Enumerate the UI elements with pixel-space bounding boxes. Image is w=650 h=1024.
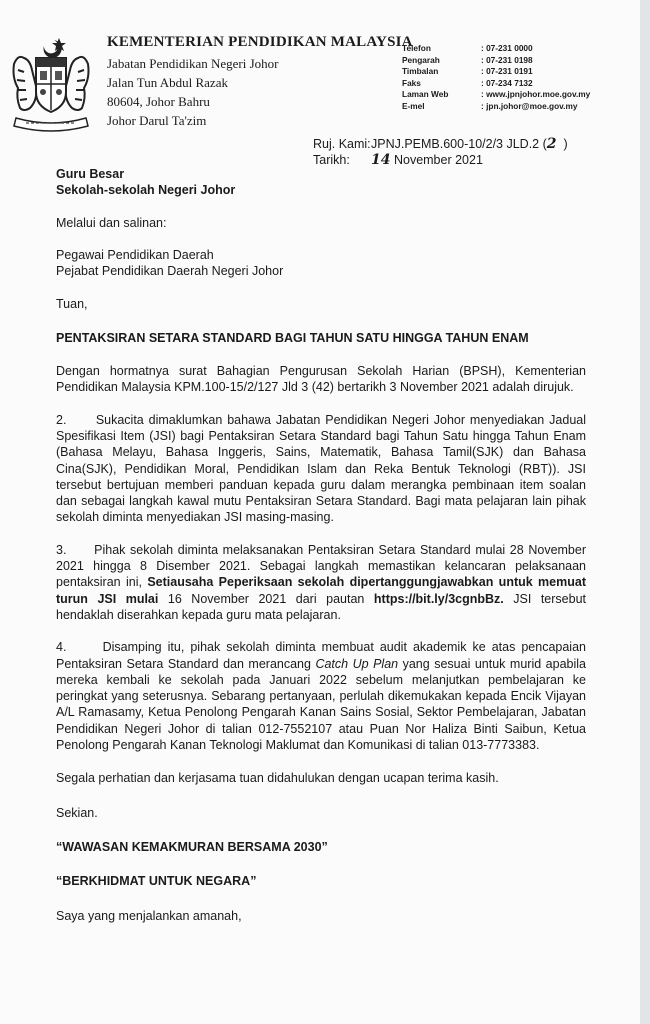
copy-recipient: Pegawai Pendidikan Daerah: [56, 247, 214, 262]
contact-label: Telefon: [402, 43, 431, 53]
contact-value: : 07-234 7132: [481, 77, 533, 88]
paragraph-3-bold: Setiausaha Peperiksaan sekolah dipertanggungjawabkan untuk memuat turun JSI mulai: [56, 575, 586, 606]
handwritten-number: 2: [546, 136, 557, 152]
address-line: 80604, Johor Bahru: [107, 94, 210, 109]
salutation: Tuan,: [56, 297, 88, 312]
closing-text: Segala perhatian dan kerjasama tuan didahulukan dengan ucapan terima kasih.: [56, 771, 499, 786]
contact-label: Timbalan: [402, 66, 439, 77]
contact-row: [402, 101, 590, 113]
copy-intro: Melalui dan salinan:: [56, 215, 167, 230]
contact-value: : www.jpnjohor.moe.gov.my: [481, 89, 591, 100]
reference-block: [313, 136, 568, 168]
date-value: November 2021: [393, 153, 483, 167]
contact-row: [402, 66, 590, 78]
paragraph-3-text: 3. Pihak sekolah diminta melaksanakan Pentaksiran Setara Standard mulai 28 November 2021 hingga 8 Disember 2021. Sebagai langkah memastikan kelancaran pelaksanaan pentaksiran ini,: [56, 542, 586, 590]
date-label: Tarikh:: [313, 153, 350, 167]
paragraph-4: [56, 639, 586, 753]
contact-value: : jpn.johor@moe.gov.my: [481, 100, 578, 111]
address-line: Jalan Tun Abdul Razak: [107, 75, 228, 90]
address-line: Johor Darul Ta'zim: [107, 113, 207, 128]
sekian-text: Sekian.: [56, 805, 98, 820]
address-line: Jabatan Pendidikan Negeri Johor: [107, 56, 279, 71]
letterhead-address: [107, 54, 278, 130]
contact-row: [402, 78, 590, 90]
download-link[interactable]: https://bit.ly/3cgnbBz.: [373, 591, 504, 606]
letter-subject: PENTAKSIRAN SETARA STANDARD BAGI TAHUN SATU HINGGA TAHUN ENAM: [56, 330, 529, 345]
paragraph-2: 2. Sukacita dimaklumkan bahawa Jabatan Pendidikan Negeri Johor menyediakan Jadual Spesifikasi Item (JSI) bagi Pentaksiran Setara Standard bagi Tahun Satu hingga Tahun Enam (Bahasa Melayu, Bahasa Inggeris, Sains, Matematik, Bahasa Tamil(SJK) dan Bahasa Cina(SJK), Pendidikan Moral, Pendidikan Islam dan Reka Bentuk Teknologi (RBT)). JSI tersebut bertujuan memberi panduan kepada guru dalam merangka pembinaan item soalan dan sebagai langkah kawal mutu Pentaksiran Setara Standard. Bagi mata pelajaran lain pihak sekolah diminta menyediakan JSI masing-masing.: [56, 412, 586, 525]
recipient-org: Sekolah-sekolah Negeri Johor: [56, 183, 236, 198]
contact-row: [402, 55, 590, 67]
paragraph-3-text: JSI tersebut hendaklah diserahkan kepada guru mata pelajaran.: [56, 591, 586, 622]
letter-body: [56, 166, 586, 924]
reference-value: JPNJ.PEMB.600-10/2/3 JLD.2 (: [371, 137, 547, 151]
ministry-name: KEMENTERIAN PENDIDIKAN MALAYSIA: [107, 34, 413, 50]
paragraph-4-italic: Catch Up Plan: [315, 656, 399, 671]
contact-row: [402, 43, 590, 55]
recipient-title: Guru Besar: [56, 167, 125, 181]
contact-value: : 07-231 0000: [481, 43, 533, 53]
motto-wawasan: “WAWASAN KEMAKMURAN BERSAMA 2030”: [56, 839, 328, 854]
paragraph-3-text: 16 November 2021 dari pautan: [158, 591, 374, 606]
reference-label: Ruj. Kami:: [313, 137, 371, 151]
handwritten-day: 14: [371, 152, 391, 168]
paragraph-1: Dengan hormatnya surat Bahagian Pengurusan Sekolah Harian (BPSH), Kementerian Pendidikan Malaysia KPM.100-15/2/127 Jld 3 (42) bertarikh 3 November 2021 adalah dirujuk.: [56, 364, 586, 395]
signoff-text: Saya yang menjalankan amanah,: [56, 908, 242, 923]
contact-value: : 07-231 0191: [481, 66, 533, 77]
page-edge: [640, 0, 650, 1024]
contact-row: [402, 89, 590, 101]
paragraph-4-text: yang sesuai untuk murid apabila mereka kembali ke sekolah pada Januari 2022 sebelum melanjutkan pembelajaran ke peringkat yang seterusnya. Sebarang pertanyaan, perlulah dikemukakan kepada Encik Vijayan A/L Ramasamy, Ketua Penolong Pengarah Kanan Sains Sosial, Sektor Pembelajaran, Jabatan Pendidikan Negeri Johor di talian 012-7552107 atau Puan Nor Haliza Binti Saibun, Ketua Penolong Pengarah Kanan Teknologi Maklumat dan Komunikasi di talian 013-7773383.: [56, 656, 586, 753]
paragraph-4-text: 4. Disamping itu, pihak sekolah diminta membuat audit akademik ke atas pencapaian Pentaksiran Setara Standard dan merancang: [56, 640, 586, 671]
reference-close: ): [563, 137, 568, 151]
coat-of-arms-icon: [10, 34, 92, 132]
contact-block: [402, 43, 590, 113]
contact-label: E-mel: [402, 100, 425, 111]
contact-value: : 07-231 0198: [481, 54, 533, 65]
contact-label: Faks: [402, 77, 421, 88]
copy-recipient: Pejabat Pendidikan Daerah Negeri Johor: [56, 264, 284, 279]
contact-label: Laman Web: [402, 89, 449, 100]
paragraph-3: [56, 542, 586, 623]
motto-berkhidmat: “BERKHIDMAT UNTUK NEGARA”: [56, 874, 257, 889]
contact-label: Pengarah: [402, 54, 440, 65]
reference-number: [313, 136, 568, 152]
